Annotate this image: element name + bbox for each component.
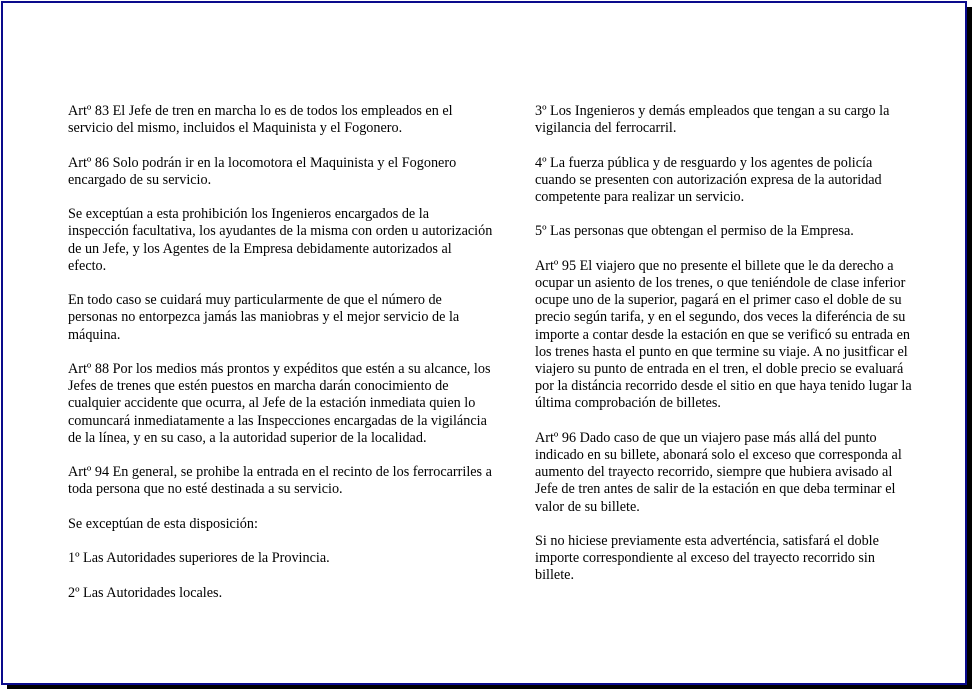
article-88-paragraph: Artº 88 Por los medios más prontos y expéditos que estén a su alcance, los Jefes de trenes que estén puestos en marcha darán conocimiento de cualquier accidente que ocurra, al Jefe de la estación inmediata quien lo comuncará inmediatamente a las Inspecciones encargadas de la vigiláncia de la línea, y en su caso, a la autoridad superior de la localidad. <box>68 360 491 446</box>
document-page <box>1 1 967 685</box>
warning-paragraph: Si no hiciese previamente esta adverténcia, satisfará el doble importe correspondiente al exceso del trayecto recorrido sin billete. <box>535 533 879 584</box>
exception-item-2: 2º Las Autoridades locales. <box>68 584 223 601</box>
exception-item-4: 4º La fuerza pública y de resguardo y los agentes de policía cuando se presenten con autorización expresa de la autoridad competente para realizar un servicio. <box>535 154 882 205</box>
left-column <box>68 103 493 619</box>
exception-item-5: 5º Las personas que obtengan el permiso de la Empresa. <box>535 223 854 240</box>
exceptions-intro-paragraph: Se exceptúan de esta disposición: <box>68 515 258 532</box>
article-83-paragraph: Artº 83 El Jefe de tren en marcha lo es de todos los empleados en el servicio del mismo, incluidos el Maquinista y el Fogonero. <box>68 103 453 137</box>
article-96-paragraph: Artº 96 Dado caso de que un viajero pase más allá del punto indicado en su billete, abonará solo el exceso que corresponda al aumento del trayecto recorrido, siempre que hubiera avisado al Jefe de tren antes de salir de la estación en que deba terminar el valor de su billete. <box>535 429 902 515</box>
exception-item-1: 1º Las Autoridades superiores de la Provincia. <box>68 550 330 567</box>
caution-paragraph: En todo caso se cuidará muy particularmente de que el número de personas no entorpezca jamás las maniobras y el mejor servicio de la máquina. <box>68 292 460 343</box>
article-95-paragraph: Artº 95 El viajero que no presente el billete que le da derecho a ocupar un asiento de los trenes, o que teniéndole de clase inferior ocupe uno de la superior, pagará en el primer caso el doble de su precio según tarifa, y en el segundo, dos veces la diferéncia de su importe a contar desde la estación en que se verificó su entrada en los trenes hasta el punto en que termine su viaje. A no jusitficar el viajero su punto de entrada en el tren, el doble precio se evaluará por la distáncia recorrido desde el sitio en que haya tenido lugar la última comprobación de billetes. <box>535 257 912 412</box>
exception-paragraph: Se exceptúan a esta prohibición los Ingenieros encargados de la inspección facultativa, los ayudantes de la misma con orden u autorización de un Jefe, y los Agentes de la Empresa debidamente autorizados al efecto. <box>68 206 493 274</box>
article-94-paragraph: Artº 94 En general, se prohibe la entrada en el recinto de los ferrocarriles a toda persona que no esté destinada a su servicio. <box>68 464 492 498</box>
right-column <box>535 103 913 602</box>
exception-item-3: 3º Los Ingenieros y demás empleados que tengan a su cargo la vigilancia del ferrocarril. <box>535 103 890 137</box>
article-86-paragraph: Artº 86 Solo podrán ir en la locomotora el Maquinista y el Fogonero encargado de su servicio. <box>68 154 457 188</box>
